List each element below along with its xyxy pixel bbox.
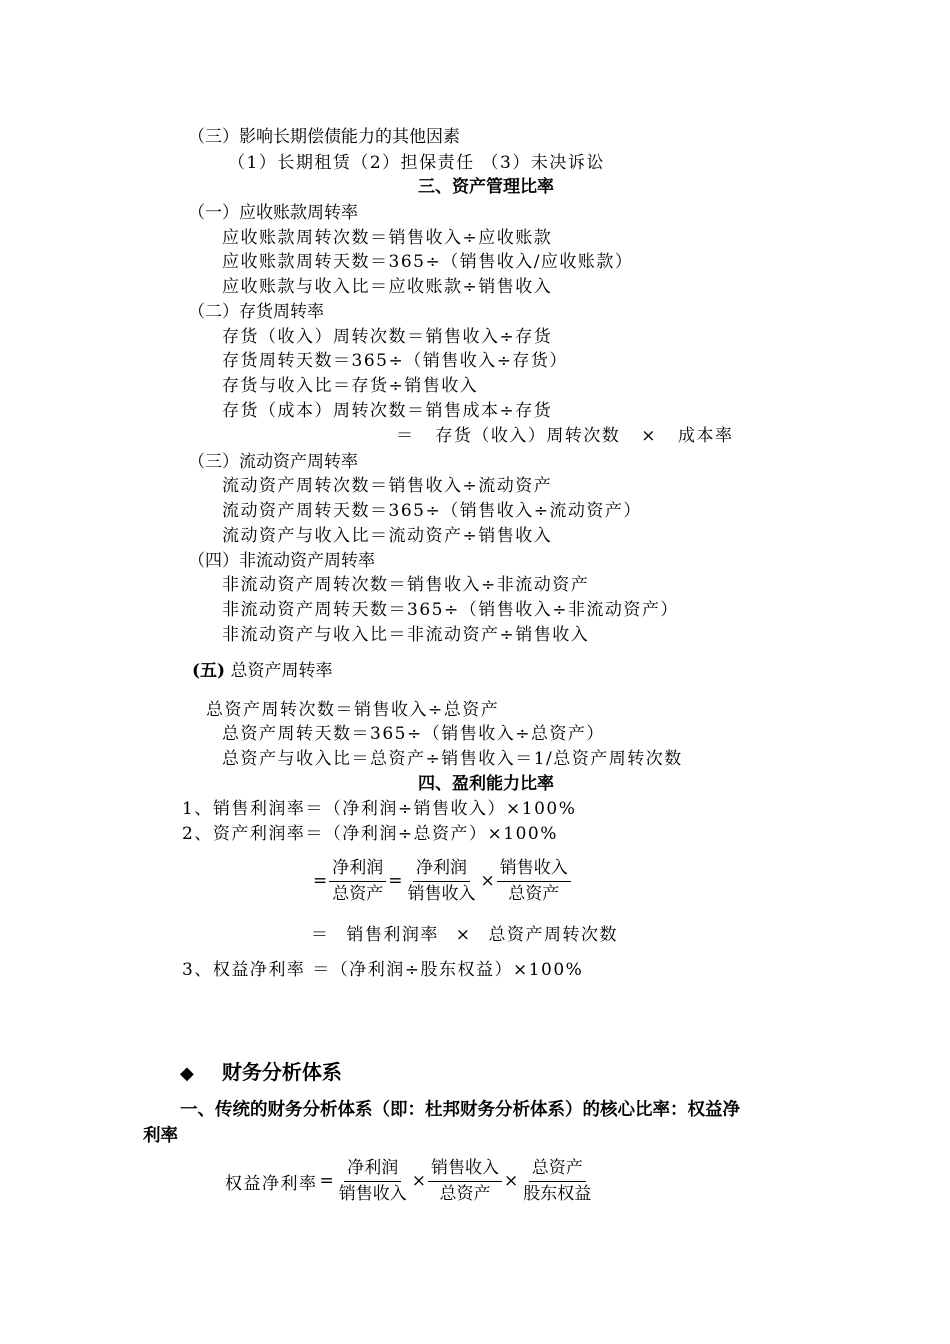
formula-line: 总资产与收入比＝总资产÷销售收入＝1/总资产周转次数 (222, 749, 683, 769)
formula-line: 2、资产利润率＝（净利润÷总资产）×100% (182, 824, 558, 844)
denominator: 销售收入 (407, 883, 476, 904)
denominator: 总资产 (332, 883, 384, 904)
equals-sign: = (388, 871, 403, 892)
formula-line: 流动资产与收入比＝流动资产÷销售收入 (222, 526, 553, 546)
section-heading-asset-management: 三、资产管理比率 (418, 177, 554, 197)
times-sign: × (480, 871, 495, 892)
heading-receivables-turnover: （一）应收账款周转率 (188, 203, 358, 223)
dupont-heading-line2: 利率 (143, 1126, 178, 1146)
heading-current-assets-turnover: （三）流动资产周转率 (188, 452, 358, 472)
roa-fraction-formula (311, 859, 571, 903)
denominator: 总资产 (439, 1183, 491, 1204)
heading-text: 总资产周转率 (230, 661, 333, 681)
formula-line: 非流动资产周转次数＝销售收入÷非流动资产 (222, 575, 590, 595)
denominator: 股东权益 (523, 1183, 592, 1204)
formula-line: 流动资产周转天数＝365÷（销售收入÷流动资产） (222, 501, 642, 521)
formula-line: 应收账款周转次数＝销售收入÷应收账款 (222, 228, 553, 248)
formula-line: 存货周转天数＝365÷（销售收入÷存货） (222, 351, 568, 371)
fraction (336, 1159, 410, 1203)
formula-line: 非流动资产周转天数＝365÷（销售收入÷非流动资产） (222, 600, 679, 620)
formula-line: 总资产周转次数＝销售收入÷总资产 (206, 700, 500, 720)
formula-line: ＝ 销售利润率 × 总资产周转次数 (311, 925, 618, 945)
numerator: 销售收入 (428, 1159, 502, 1182)
denominator: 总资产 (508, 883, 560, 904)
heading-number: (五) (192, 661, 226, 681)
numerator: 净利润 (344, 1159, 401, 1182)
formula-line: 3、权益净利率 ＝（净利润÷股东权益）×100% (182, 960, 584, 980)
dupont-heading-line1: 一、传统的财务分析体系（即：杜邦财务分析体系）的核心比率：权益净 (180, 1100, 740, 1120)
formula-lhs: 权益净利率 (225, 1173, 318, 1194)
other-factors-list: （1）长期租赁（2）担保责任 （3）未决诉讼 (228, 153, 605, 173)
heading-inventory-turnover: （二）存货周转率 (188, 302, 324, 322)
formula-line: 存货（收入）周转次数＝销售收入÷存货 (222, 327, 553, 347)
heading-total-assets-turnover (192, 663, 333, 680)
numerator: 净利润 (329, 859, 386, 882)
diamond-bullet-icon: ◆ (180, 1063, 194, 1084)
heading-noncurrent-assets-turnover: （四）非流动资产周转率 (188, 551, 375, 571)
formula-line: 存货（成本）周转次数＝销售成本÷存货 (222, 401, 553, 421)
formula-line: 非流动资产与收入比＝非流动资产÷销售收入 (222, 625, 590, 645)
formula-line: 流动资产周转次数＝销售收入÷流动资产 (222, 476, 553, 496)
fraction (428, 1159, 502, 1203)
equals-sign: = (319, 1171, 334, 1192)
times-sign: × (411, 1171, 426, 1192)
section-title: 财务分析体系 (221, 1060, 342, 1084)
fraction (405, 859, 479, 903)
equals-sign: = (313, 871, 328, 892)
fraction (329, 859, 386, 903)
formula-line: 总资产周转天数＝365÷（销售收入÷总资产） (222, 724, 605, 744)
formula-line: ＝ 存货（收入）周转次数 × 成本率 (396, 426, 734, 446)
section-heading-financial-analysis (180, 1062, 342, 1083)
section-heading-profitability: 四、盈利能力比率 (418, 774, 554, 794)
heading-other-factors: （三）影响长期偿债能力的其他因素 (188, 127, 460, 147)
denominator: 销售收入 (338, 1183, 407, 1204)
dupont-formula (225, 1159, 594, 1203)
formula-line: 应收账款与收入比＝应收账款÷销售收入 (222, 277, 553, 297)
fraction (497, 859, 571, 903)
formula-line: 1、销售利润率＝（净利润÷销售收入）×100% (182, 799, 577, 819)
formula-line: 存货与收入比＝存货÷销售收入 (222, 376, 479, 396)
times-sign: × (504, 1171, 519, 1192)
fraction (520, 1159, 594, 1203)
numerator: 总资产 (529, 1159, 586, 1182)
numerator: 销售收入 (497, 859, 571, 882)
numerator: 净利润 (413, 859, 470, 882)
formula-line: 应收账款周转天数＝365÷（销售收入/应收账款） (222, 252, 634, 272)
